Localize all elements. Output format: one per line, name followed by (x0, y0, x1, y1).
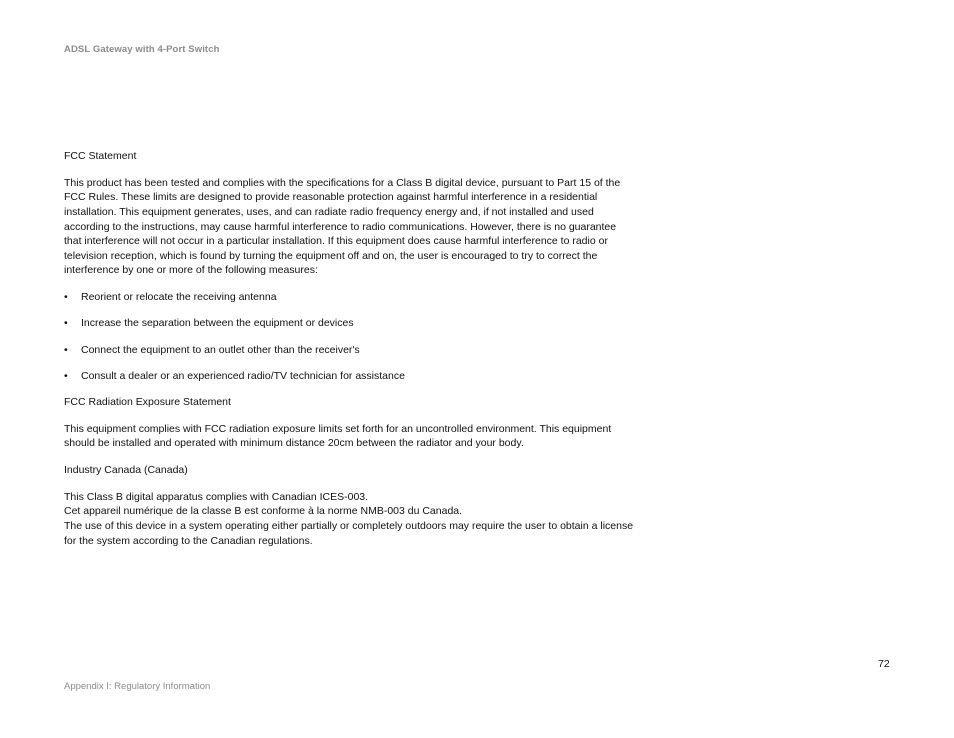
radiation-exposure-heading: FCC Radiation Exposure Statement (64, 395, 231, 408)
radiation-paragraph-line: This equipment complies with FCC radiation exposure limits set forth for an uncontrolled environment. This equipment (64, 422, 612, 435)
radiation-paragraph-line: should be installed and operated with minimum distance 20cm between the radiator and your body. (64, 437, 524, 450)
interference-measures-list (64, 290, 644, 383)
list-item (64, 343, 644, 358)
list-item (64, 316, 644, 331)
list-item-text: Reorient or relocate the receiving antenna (81, 291, 277, 304)
canada-paragraph-line: The use of this device in a system operating either partially or completely outdoors may require the user to obtain a license (64, 520, 634, 532)
industry-canada-heading: Industry Canada (Canada) (64, 464, 188, 477)
fcc-statement-paragraph (64, 176, 644, 278)
fcc-paragraph-line: installation. This equipment generates, uses, and can radiate radio frequency energy and, if not installed and used (64, 205, 594, 218)
bullet-icon: • (64, 369, 68, 382)
bullet-icon: • (64, 343, 68, 356)
page-number: 72 (878, 658, 890, 670)
list-item (64, 369, 644, 384)
fcc-statement-heading: FCC Statement (64, 150, 137, 162)
canada-paragraph-line: Cet appareil numérique de la classe B est conforme à la norme NMB-003 du Canada. (64, 505, 463, 518)
industry-canada-paragraph (64, 490, 644, 548)
running-header: ADSL Gateway with 4-Port Switch (64, 44, 220, 55)
radiation-exposure-paragraph (64, 422, 644, 451)
list-item-text: Connect the equipment to an outlet other than the receiver's (81, 343, 360, 356)
fcc-paragraph-line: This product has been tested and complies with the specifications for a Class B digital device, pursuant to Part 15 of the (64, 176, 621, 189)
fcc-paragraph-line: television reception, which is found by turning the equipment off and on, the user is encouraged to try to correct the (64, 249, 598, 262)
canada-paragraph-line: for the system according to the Canadian regulations. (64, 534, 313, 547)
canada-paragraph-line: This Class B digital apparatus complies with Canadian ICES-003. (64, 490, 369, 503)
fcc-paragraph-line: FCC Rules. These limits are designed to provide reasonable protection against harmful interference in a residential (64, 191, 598, 204)
running-footer: Appendix I: Regulatory Information (64, 681, 211, 692)
fcc-paragraph-line: that interference will not occur in a particular installation. If this equipment does cause harmful interference to radio or (64, 235, 608, 248)
list-item-text: Increase the separation between the equipment or devices (81, 317, 354, 330)
fcc-paragraph-line: interference by one or more of the following measures: (64, 264, 318, 277)
list-item-text: Consult a dealer or an experienced radio/TV technician for assistance (81, 369, 405, 382)
bullet-icon: • (64, 317, 68, 330)
bullet-icon: • (64, 291, 68, 304)
fcc-paragraph-line: according to the instructions, may cause harmful interference to radio communications. However, there is no guarantee (64, 220, 617, 233)
page-content (64, 149, 644, 548)
list-item (64, 290, 644, 305)
